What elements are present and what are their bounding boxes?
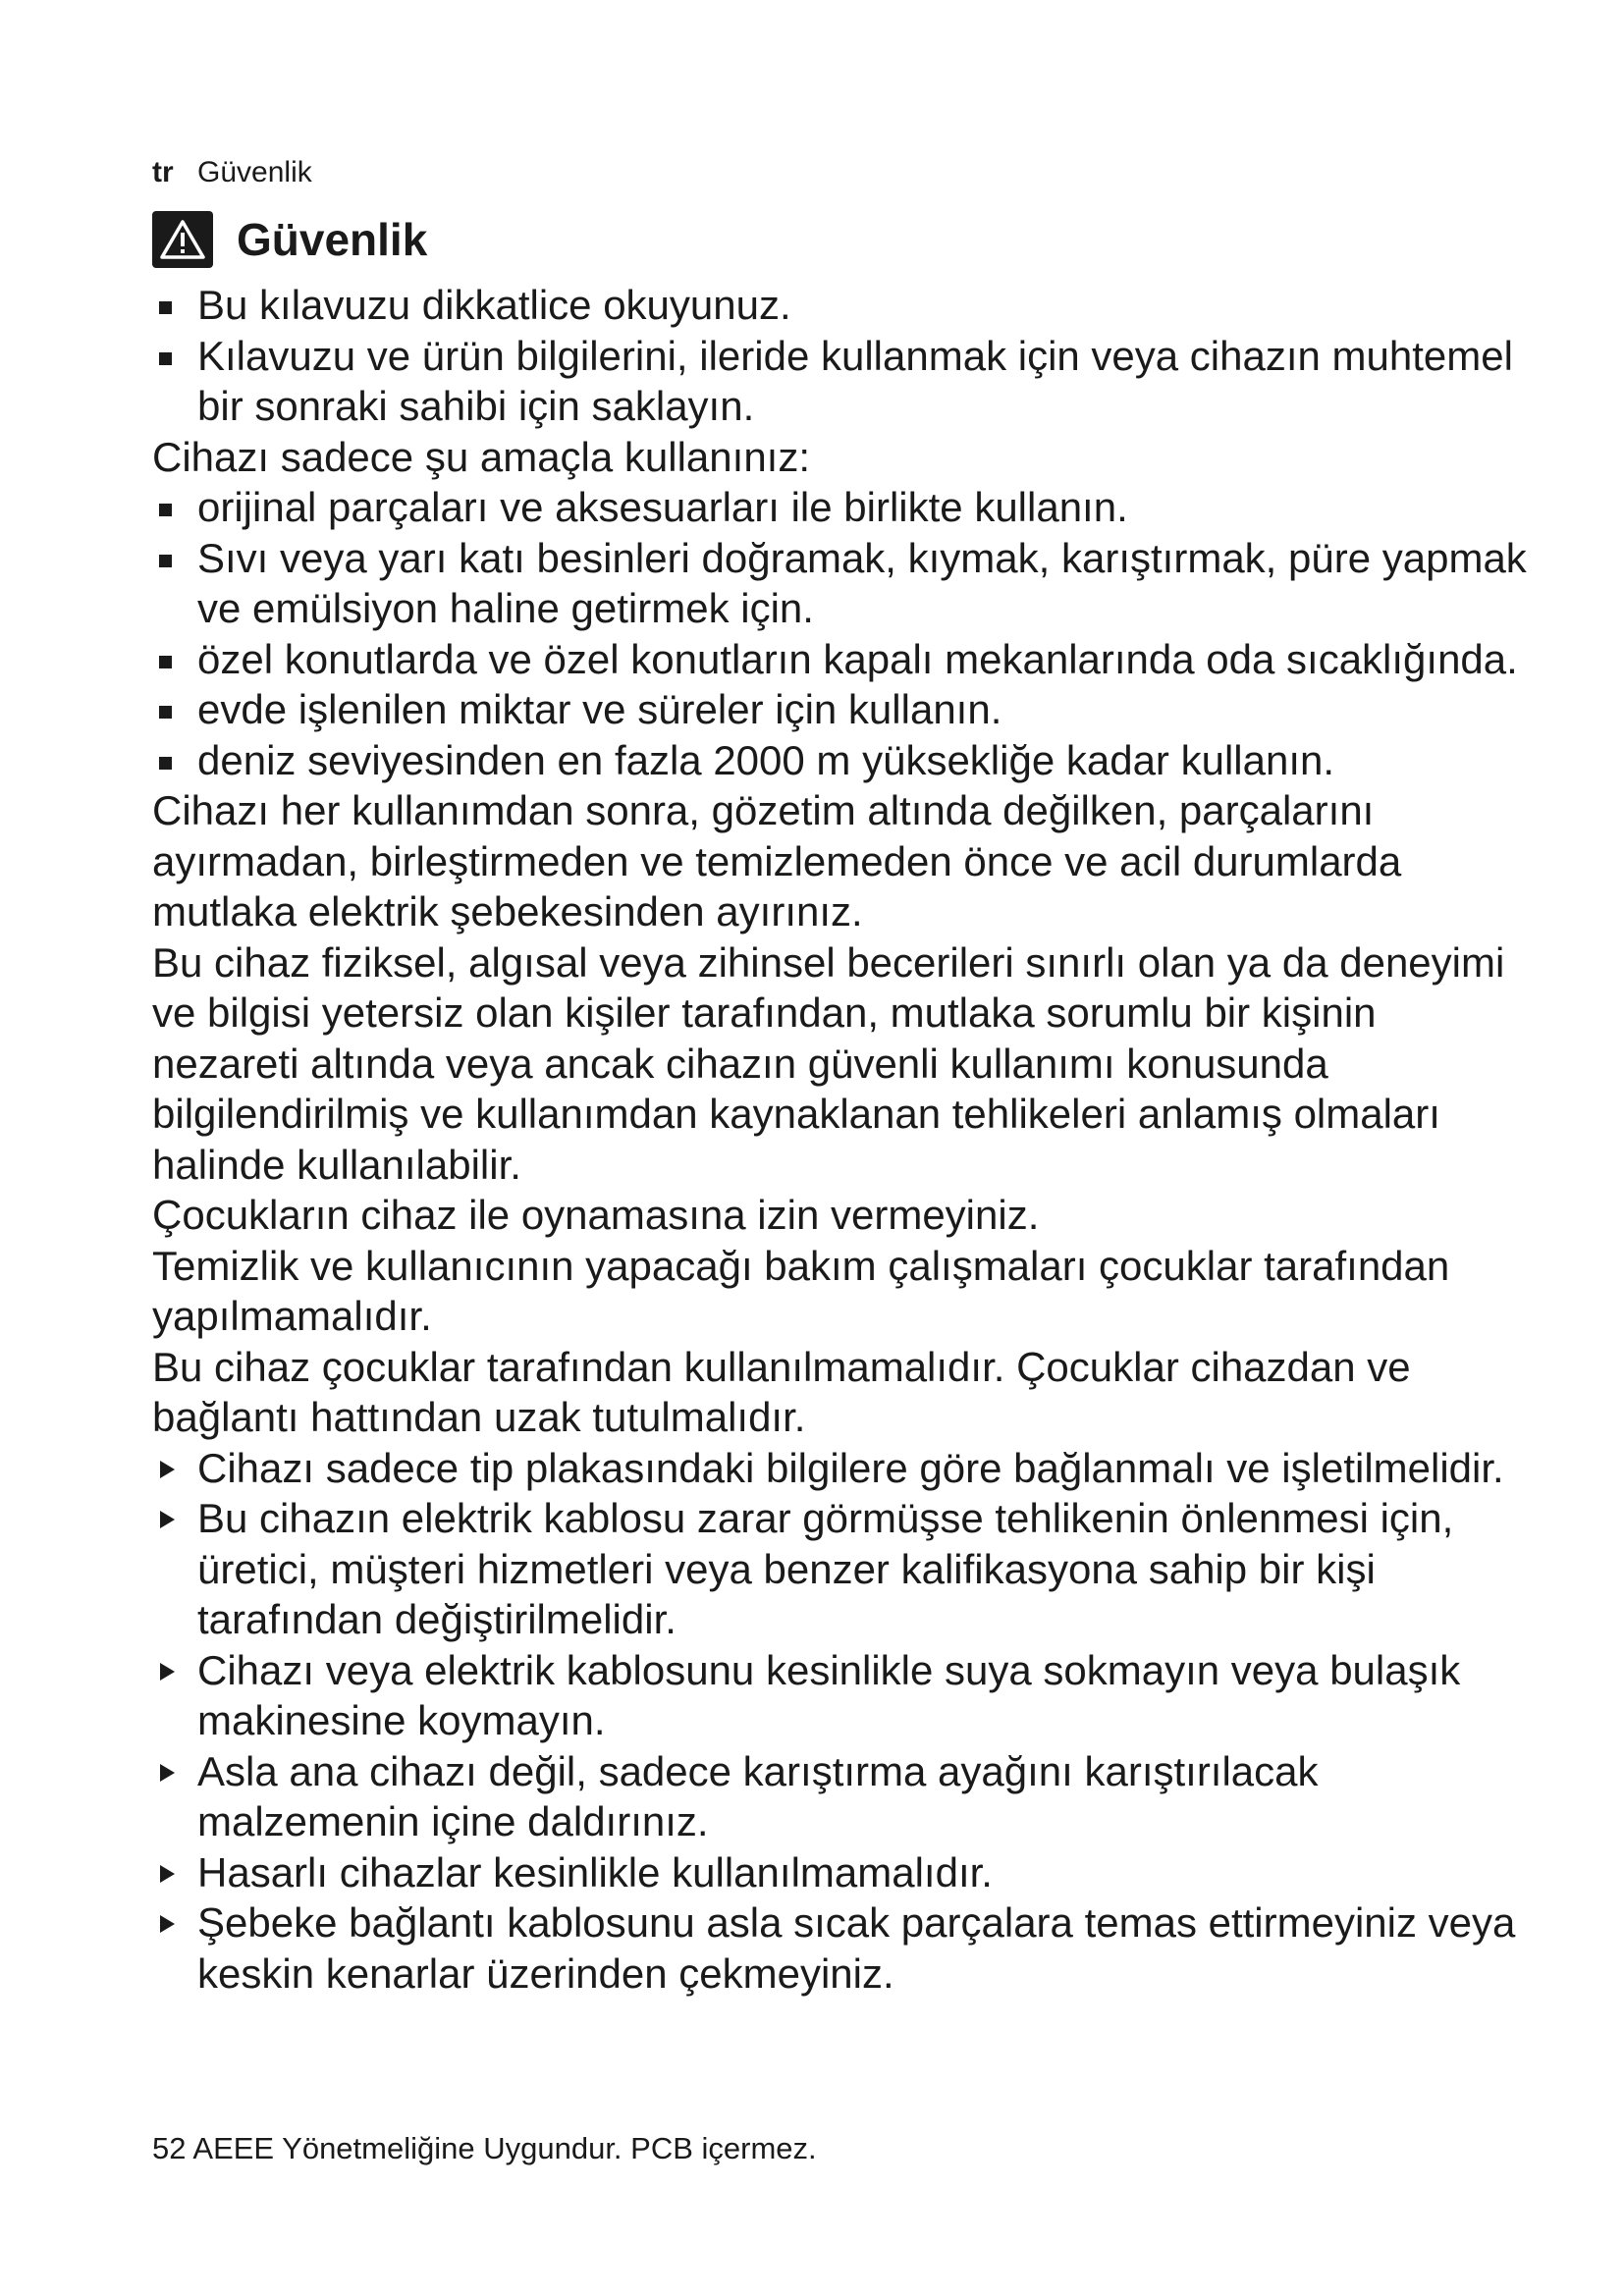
paragraph bbox=[152, 1190, 1527, 1241]
triangle-arrow-icon bbox=[160, 1461, 175, 1478]
page-title: Güvenlik bbox=[237, 214, 428, 265]
safety-content bbox=[152, 280, 1527, 1999]
square-bullet-icon bbox=[159, 706, 172, 719]
bullet-item bbox=[152, 533, 1527, 634]
block-text: Bu kılavuzu dikkatlice okuyunuz. bbox=[197, 282, 791, 328]
paragraph bbox=[152, 937, 1527, 1191]
square-bullet-icon bbox=[159, 352, 172, 365]
bullet-item bbox=[152, 735, 1527, 786]
square-bullet-icon bbox=[159, 656, 172, 668]
triangle-arrow-icon bbox=[160, 1764, 175, 1782]
paragraph bbox=[152, 1342, 1527, 1443]
block-text: Bu cihazın elektrik kablosu zarar görmüşse tehlikenin önlenmesi için, üretici, müşteri hizmetleri veya benzer kalifikasyona sahip bir kişi tarafından değiştirilmelidir. bbox=[197, 1495, 1454, 1642]
block-text: Temizlik ve kullanıcının yapacağı bakım çalışmaları çocuklar tarafından yapılmamalıdır. bbox=[152, 1242, 1450, 1339]
bullet-item bbox=[152, 684, 1527, 735]
action-item bbox=[152, 1746, 1527, 1847]
block-text: Şebeke bağlantı kablosunu asla sıcak parçalara temas ettirmeyiniz veya keskin kenarlar üzerinden çekmeyiniz. bbox=[197, 1899, 1516, 1997]
block-text: orijinal parçaları ve aksesuarları ile birlikte kullanın. bbox=[197, 484, 1128, 530]
page-footer bbox=[152, 2129, 817, 2168]
block-text: deniz seviyesinden en fazla 2000 m yüksekliğe kadar kullanın. bbox=[197, 736, 1335, 783]
section-title bbox=[152, 211, 427, 268]
square-bullet-icon bbox=[159, 504, 172, 516]
block-text: Kılavuzu ve ürün bilgilerini, ileride kullanmak için veya cihazın muhtemel bir sonraki sahibi için saklayın. bbox=[197, 332, 1513, 429]
block-text: Çocukların cihaz ile oynamasına izin vermeyiniz. bbox=[152, 1192, 1040, 1238]
triangle-arrow-icon bbox=[160, 1511, 175, 1528]
header-section-name: Güvenlik bbox=[197, 156, 312, 188]
action-item bbox=[152, 1897, 1527, 1999]
block-text: Cihazı sadece şu amaçla kullanınız: bbox=[152, 433, 811, 480]
block-text: Cihazı sadece tip plakasındaki bilgilere göre bağlanmalı ve işletilmelidir. bbox=[197, 1444, 1504, 1491]
action-item bbox=[152, 1847, 1527, 1898]
block-text: Bu cihaz fiziksel, algısal veya zihinsel becerileri sınırlı olan ya da deneyimi ve bilgisi yetersiz olan kişiler tarafından, mutlaka sorumlu bir kişinin nezareti altında veya ancak cihazın güvenli kullanımı konusunda bilgilendirilmiş ve kullanımdan kaynaklanan tehlikeleri anlamış olmaları halinde kullanılabilir. bbox=[152, 938, 1505, 1188]
block-text: Asla ana cihazı değil, sadece karıştırma ayağını karıştırılacak malzemenin içine daldırınız. bbox=[197, 1747, 1319, 1844]
block-text: evde işlenilen miktar ve süreler için kullanın. bbox=[197, 686, 1002, 732]
language-code: tr bbox=[152, 156, 174, 188]
bullet-item bbox=[152, 482, 1527, 533]
bullet-item bbox=[152, 634, 1527, 685]
page-header bbox=[152, 155, 312, 190]
block-text: Sıvı veya yarı katı besinleri doğramak, kıymak, karıştırmak, püre yapmak ve emülsiyon haline getirmek için. bbox=[197, 534, 1527, 631]
action-item bbox=[152, 1645, 1527, 1746]
warning-triangle-icon bbox=[152, 211, 213, 268]
square-bullet-icon bbox=[159, 555, 172, 567]
square-bullet-icon bbox=[159, 301, 172, 314]
page-number: 52 bbox=[152, 2131, 187, 2165]
block-text: Hasarlı cihazlar kesinlikle kullanılmamalıdır. bbox=[197, 1848, 993, 1896]
block-text: Cihazı her kullanımdan sonra, gözetim altında değilken, parçalarını ayırmadan, birleştirmeden ve temizlemeden önce ve acil durumlarda mutlaka elektrik şebekesinden ayırınız. bbox=[152, 787, 1402, 934]
bullet-item bbox=[152, 331, 1527, 432]
triangle-arrow-icon bbox=[160, 1663, 175, 1681]
bullet-item bbox=[152, 280, 1527, 331]
footer-note: AEEE Yönetmeliğine Uygundur. PCB içermez. bbox=[192, 2131, 817, 2165]
paragraph bbox=[152, 432, 1527, 483]
action-item bbox=[152, 1443, 1527, 1494]
block-text: Cihazı veya elektrik kablosunu kesinlikle suya sokmayın veya bulaşık makinesine koymayın. bbox=[197, 1646, 1461, 1743]
square-bullet-icon bbox=[159, 757, 172, 770]
block-text: Bu cihaz çocuklar tarafından kullanılmamalıdır. Çocuklar cihazdan ve bağlantı hattından uzak tutulmalıdır. bbox=[152, 1343, 1411, 1440]
action-item bbox=[152, 1493, 1527, 1645]
block-text: özel konutlarda ve özel konutların kapalı mekanlarında oda sıcaklığında. bbox=[197, 635, 1518, 682]
triangle-arrow-icon bbox=[160, 1865, 175, 1883]
paragraph bbox=[152, 1241, 1527, 1342]
triangle-arrow-icon bbox=[160, 1915, 175, 1933]
paragraph bbox=[152, 785, 1527, 937]
